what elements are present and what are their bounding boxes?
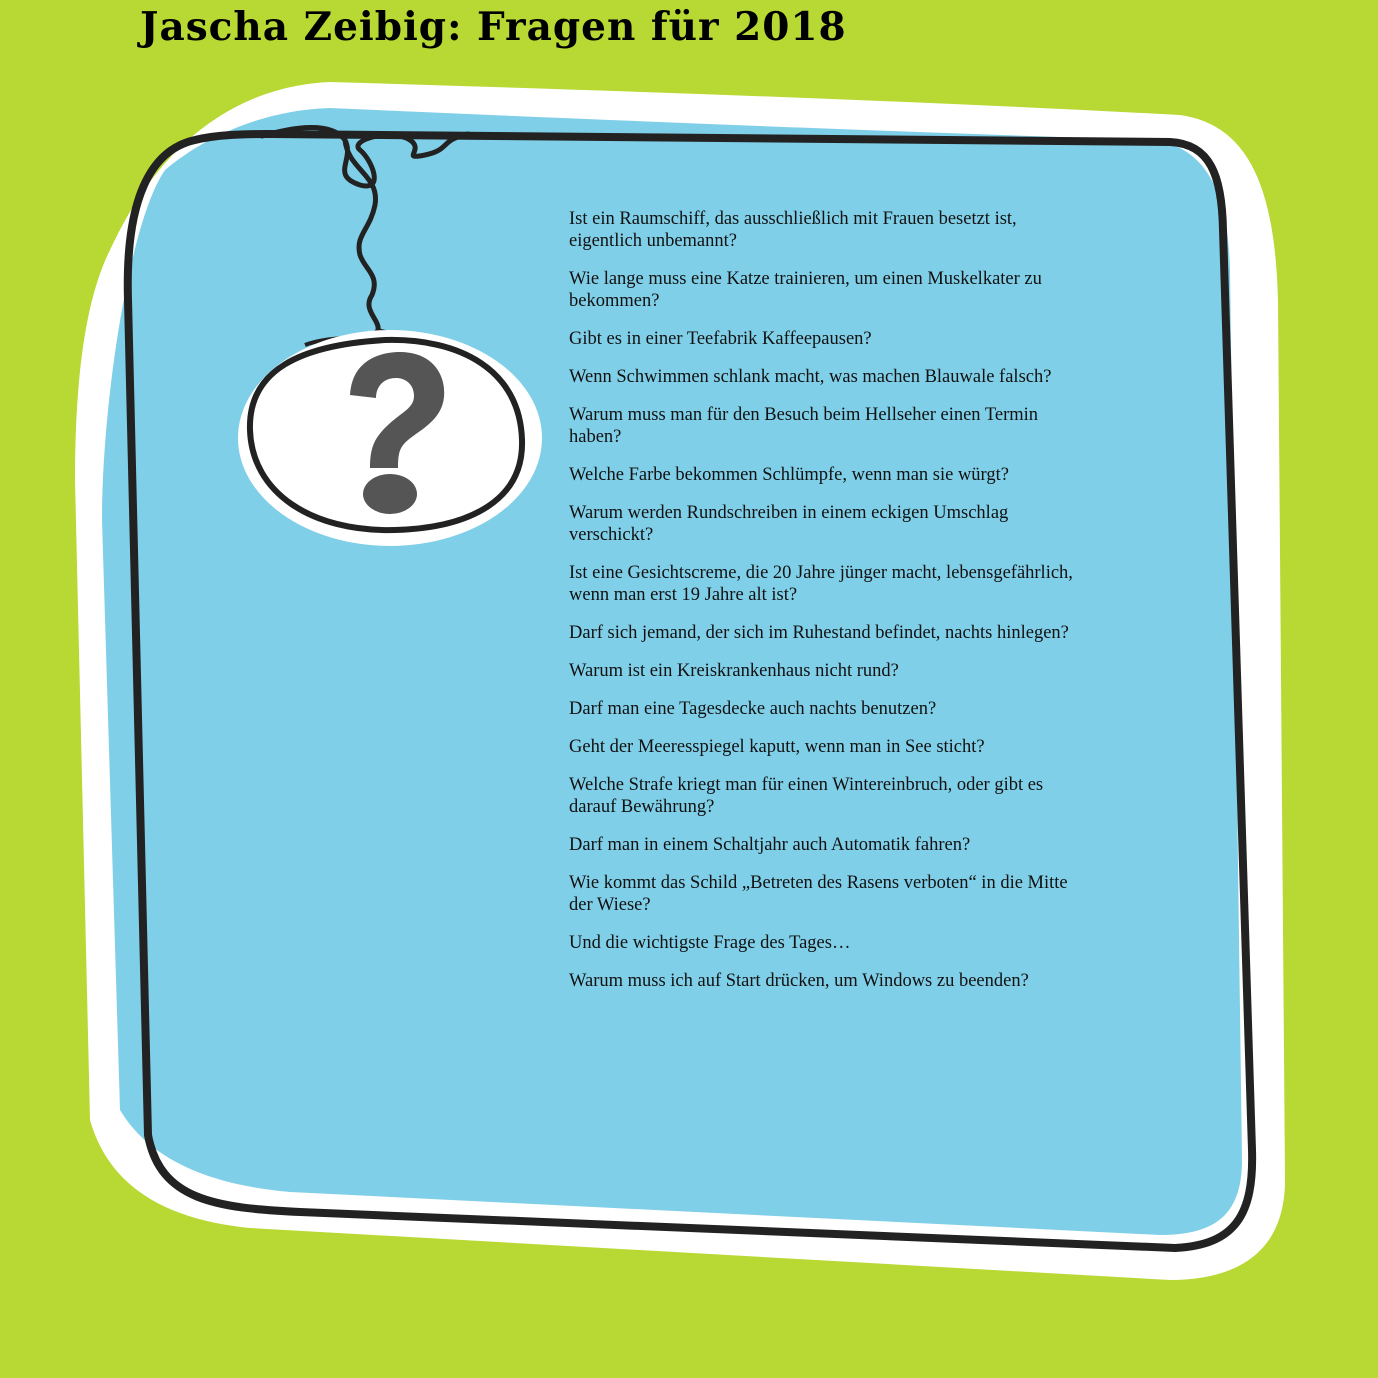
- question-item: Wie kommt das Schild „Betreten des Rasens verboten“ in die Mitte der Wiese?: [569, 873, 1068, 915]
- question-item: Warum muss ich auf Start drücken, um Windows zu beenden?: [569, 971, 1029, 991]
- question-item: Darf sich jemand, der sich im Ruhestand befindet, nachts hinlegen?: [569, 623, 1069, 643]
- question-item: Wenn Schwimmen schlank macht, was machen Blauwale falsch?: [569, 367, 1052, 387]
- question-item: Warum werden Rundschreiben in einem eckigen Umschlag verschickt?: [569, 503, 1009, 545]
- question-item: Wie lange muss eine Katze trainieren, um einen Muskelkater zu bekommen?: [569, 269, 1042, 311]
- questions-list: [569, 208, 1089, 1008]
- question-item: Und die wichtigste Frage des Tages…: [569, 933, 851, 953]
- question-item: Welche Strafe kriegt man für einen Wintereinbruch, oder gibt es darauf Bewährung?: [569, 775, 1044, 817]
- page-title: Jascha Zeibig: Fragen für 2018: [140, 4, 847, 50]
- question-item: Darf man in einem Schaltjahr auch Automatik fahren?: [569, 835, 971, 855]
- question-item: Geht der Meeresspiegel kaputt, wenn man in See sticht?: [569, 737, 985, 757]
- question-item: Gibt es in einer Teefabrik Kaffeepausen?: [569, 329, 872, 349]
- question-item: Warum muss man für den Besuch beim Hellseher einen Termin haben?: [569, 405, 1039, 447]
- question-item: Ist eine Gesichtscreme, die 20 Jahre jünger macht, lebensgefährlich, wenn man erst 19 Jahre alt ist?: [569, 563, 1073, 605]
- question-item: Welche Farbe bekommen Schlümpfe, wenn man sie würgt?: [569, 465, 1009, 485]
- question-item: Ist ein Raumschiff, das ausschließlich mit Frauen besetzt ist, eigentlich unbemannt?: [569, 209, 1017, 251]
- question-item: Darf man eine Tagesdecke auch nachts benutzen?: [569, 699, 937, 719]
- question-item: Warum ist ein Kreiskrankenhaus nicht rund?: [569, 661, 899, 681]
